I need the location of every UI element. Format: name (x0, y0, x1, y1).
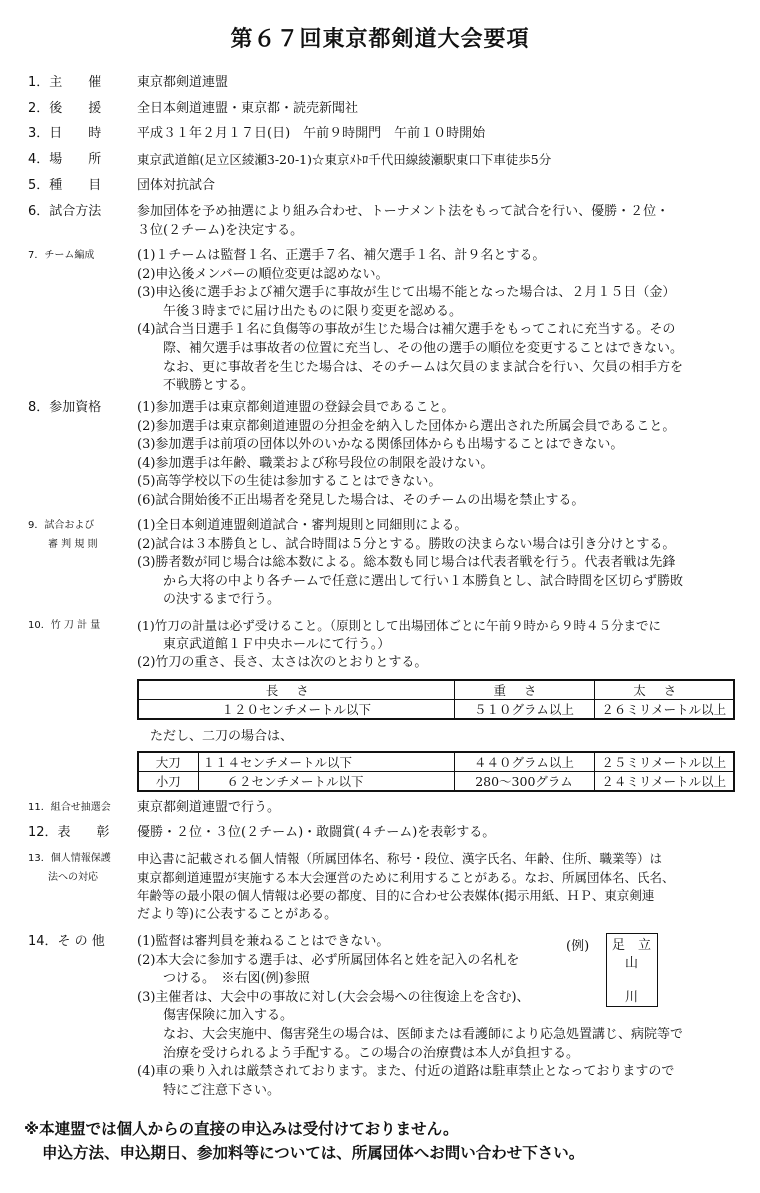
table-row (138, 772, 734, 792)
page-title: 第６７回東京都剣道大会要項 (230, 27, 530, 52)
cell-weight: 280～300グラム (454, 772, 594, 792)
section-label: 8．参加資格 (28, 400, 102, 415)
section-text: なお、更に事故者を生じた場合は、そのチームは欠員のまま試合を行い、欠員の相手方を (163, 359, 684, 375)
section-text: (5)高等学校以下の生徒は参加することはできない。 (137, 474, 442, 490)
section-text: 東京都剣道連盟で行う。 (137, 800, 281, 815)
section-text: なお、大会実施中、傷害発生の場合は、医師または看護師により応急処置講じ、病院等で (163, 1026, 684, 1042)
section-label: 6．試合方法 (28, 204, 102, 219)
cell-length: １２０センチメートル以下 (138, 700, 454, 720)
section-text: 際、補欠選手は事故者の位置に充当し、その他の選手の順位を変更することはできない。 (163, 340, 684, 356)
cell-weight: ５１０グラム以上 (454, 700, 594, 720)
name-tag-name-char: 山 (625, 956, 639, 971)
section-text: 東京武道館１Ｆ中央ホールにて行う。） (163, 636, 391, 652)
section-text: 優勝・２位・３位(２チーム)・敢闘賞(４チーム)を表彰する。 (137, 825, 496, 840)
shinai-spec-table (137, 679, 735, 720)
header-weight: 重さ (454, 680, 594, 700)
section-text: (1)１チームは監督１名、正選手７名、補欠選手１名、計９名とする。 (137, 248, 546, 263)
section-text: (2)本大会に参加する選手は、必ず所属団体名と姓を記入の名札を (137, 952, 520, 968)
table-row (138, 700, 734, 720)
section-text: 東京武道館(足立区綾瀬3-20-1)☆東京ﾒﾄﾛ千代田線綾瀬駅東口下車徒歩5分 (137, 152, 552, 167)
cell-length: ６２センチメートル以下 (198, 772, 454, 792)
cell-name: 大刀 (138, 752, 198, 772)
section-text: 申込書に記載される個人情報（所属団体名、称号・段位、漢字氏名、年齢、住所、職業等）は (137, 851, 663, 866)
section-label: 1．主 催 (28, 75, 102, 90)
cell-width: ２４ミリメートル以上 (594, 772, 734, 792)
table-header-row (138, 680, 734, 700)
section-label: 9．試合および (28, 520, 95, 531)
section-label: 4．場 所 (28, 152, 102, 167)
example-label: (例) (566, 939, 590, 954)
section-text: (2)竹刀の重さ、長さ、太さは次のとおりとする。 (137, 655, 428, 671)
section-text: 参加団体を予め抽選により組み合わせ、トーナメント法をもって試合を行い、優勝・２位・ (137, 204, 670, 219)
cell-length: １１４センチメートル以下 (198, 752, 454, 772)
section-text: つける。 ※右図(例)参照 (163, 971, 310, 987)
section-label: 12．表 彰 (28, 825, 110, 840)
section-text: 東京都剣道連盟が実施する本大会運営のために利用することがある。なお、所属団体名、氏名、 (137, 869, 675, 885)
name-tag-org-char: 足 (612, 938, 626, 953)
section-text: (3)申込後に選手および補欠選手に事故が生じて出場不能となった場合は、２月１５日（金） (137, 285, 676, 301)
footer-contact: 申込方法、申込期日、参加料等については、所属団体へお問い合わせ下さい。 (42, 1144, 585, 1162)
header-width: 太さ (594, 680, 734, 700)
section-text: (1)竹刀の計量は必ず受けること。（原則として出場団体ごとに午前９時から９時４５分までに (137, 618, 661, 633)
section-text: から大将の中より各チームで任意に選出して行い１本勝負とし、試合時間を区切らず勝敗 (163, 573, 684, 589)
table-row (138, 752, 734, 772)
cell-name: 小刀 (138, 772, 198, 792)
section-text: (4)参加選手は年齢、職業および称号段位の制限を設けない。 (137, 455, 494, 471)
section-text: (1)参加選手は東京都剣道連盟の登録会員であること。 (137, 400, 455, 415)
section-text: ただし、二刀の場合は、 (150, 729, 294, 744)
section-label: 3．日 時 (28, 126, 102, 141)
section-text: (3)主催者は、大会中の事故に対し(大会会場への往復途上を含む)、 (137, 989, 530, 1005)
nito-spec-table (137, 751, 735, 792)
section-text: (1)全日本剣道連盟剣道試合・審判規則と同細則による。 (137, 518, 468, 533)
section-label-cont: 審 判 規 則 (48, 539, 98, 550)
section-text: 傷害保険に加入する。 (163, 1008, 294, 1024)
section-text: だより等)に公表することがある。 (137, 906, 338, 922)
section-label: 2．後 援 (28, 101, 102, 116)
section-text: 東京都剣道連盟 (137, 75, 229, 90)
section-text: の決するまで行う。 (163, 592, 281, 608)
section-text: (3)参加選手は前項の団体以外のいかなる関係団体からも出場することはできない。 (137, 437, 624, 453)
section-text: ３位(２チーム)を決定する。 (137, 222, 304, 238)
section-text: 不戦勝とする。 (163, 378, 255, 394)
header-length: 長さ (138, 680, 454, 700)
section-text: (2)参加選手は東京都剣道連盟の分担金を納入した団体から選出された所属会員であること。 (137, 418, 676, 434)
footer-notice: ※本連盟では個人からの直接の申込みは受付けておりません。 (24, 1120, 459, 1138)
section-text: 治療を受けられるよう手配する。この場合の治療費は本人が負担する。 (163, 1045, 580, 1061)
section-label: 14．そ の 他 (28, 934, 105, 949)
cell-weight: ４４０グラム以上 (454, 752, 594, 772)
section-label-cont: 法への対応 (48, 872, 98, 883)
section-text: 団体対抗試合 (137, 178, 216, 193)
cell-width: ２５ミリメートル以上 (594, 752, 734, 772)
section-label: 11．組合せ抽選会 (28, 802, 111, 813)
section-label: 7．チーム編成 (28, 250, 95, 261)
section-text: (4)車の乗り入れは厳禁されております。また、付近の道路は駐車禁止となっておりますので (137, 1064, 675, 1080)
section-text: (2)試合は３本勝負とし、試合時間は５分とする。勝敗の決まらない場合は引き分けとする。 (137, 536, 676, 552)
cell-width: ２６ミリメートル以上 (594, 700, 734, 720)
name-tag-org-char: 立 (638, 938, 652, 953)
section-text: (6)試合開始後不正出場者を発見した場合は、そのチームの出場を禁止する。 (137, 492, 585, 508)
section-label: 10．竹 刀 計 量 (28, 620, 101, 631)
section-text: (4)試合当日選手１名に負傷等の事故が生じた場合は補欠選手をもってこれに充当する。その (137, 322, 676, 338)
section-text: (2)申込後メンバーの順位変更は認めない。 (137, 266, 389, 282)
section-text: 全日本剣道連盟・東京都・読売新聞社 (137, 101, 359, 116)
section-text: (1)監督は審判員を兼ねることはできない。 (137, 934, 390, 949)
name-tag-name-char: 川 (625, 990, 639, 1005)
section-label: 5．種 目 (28, 178, 102, 193)
section-label: 13．個人情報保護 (28, 853, 111, 864)
name-tag-example (606, 933, 658, 1007)
section-text: 特にご注意下さい。 (163, 1082, 281, 1098)
section-text: 年齢等の最小限の個人情報は必要の都度、目的に合わせ公表媒体(掲示用紙、ＨＰ、東京剣連 (137, 888, 655, 904)
section-text: 午後３時までに届け出たものに限り変更を認める。 (163, 303, 463, 319)
section-text: 平成３１年２月１７日(日) 午前９時開門 午前１０時開始 (137, 126, 486, 141)
section-text: (3)勝者数が同じ場合は総本数による。総本数も同じ場合は代表者戦を行う。代表者戦は先鋒 (137, 555, 676, 571)
